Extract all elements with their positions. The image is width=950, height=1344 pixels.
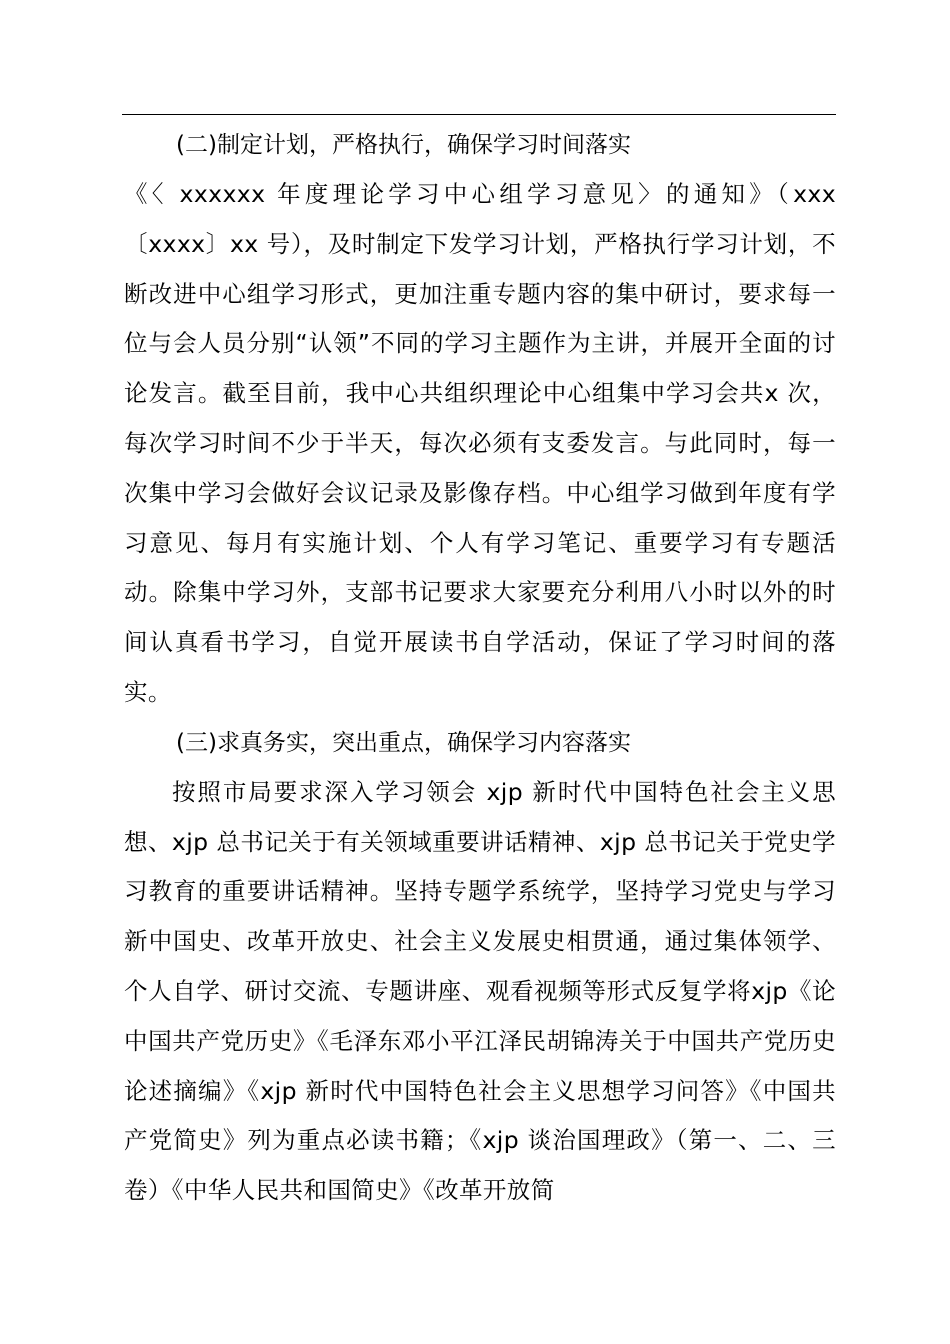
section-3-body: 按照市局要求深入学习领会 xjp 新时代中国特色社会主义思想、xjp 总书记关于有关领域重要讲话精神、xjp 总书记关于党史学习教育的重要讲话精神。坚持专题学系统学，坚持学习党史与学习新中国史、改革开放史、社会主义发展史相贯通，通过集体领学、个人自学、研讨交流、专题讲座、观看视频等形式反复学将xjp《论中国共产党历史》《毛泽东邓小平江泽民胡锦涛关于中国共产党历史论述摘编》《xjp 新时代中国特色社会主义思想学习问答》《中国共产党简史》列为重点必读书籍；《xjp 谈治国理政》（第一、二、三卷）《中华人民共和国简史》《改革开放简 (124, 777, 836, 1205)
header-rule (122, 114, 836, 115)
section-2-body: 《〈 xxxxxx 年度理论学习中心组学习意见〉的通知》（xxx〔xxxx〕xx 号），及时制定下发学习计划，严格执行学习计划，不断改进中心组学习形式，更加注重专题内容的集中研讨，要求每一位与会人员分别“认领”不同的学习主题作为主讲，并展开全面的讨论发言。截至目前，我中心共组织理论中心组集中学习会共x 次，每次学习时间不少于半天，每次必须有支委发言。与此同时，每一次集中学习会做好会议记录及影像存档。中心组学习做到年度有学习意见、每月有实施计划、个人有学习笔记、重要学习有专题活动。除集中学习外，支部书记要求大家要充分利用八小时以外的时间认真看书学习，自觉开展读书自学活动，保证了学习时间的落实。 (124, 180, 836, 706)
section-2-heading: (二)制定计划，严格执行，确保学习时间落实 (176, 132, 631, 158)
document-page (124, 120, 836, 1216)
section-3-heading: (三)求真务实，突出重点，确保学习内容落实 (176, 729, 631, 756)
